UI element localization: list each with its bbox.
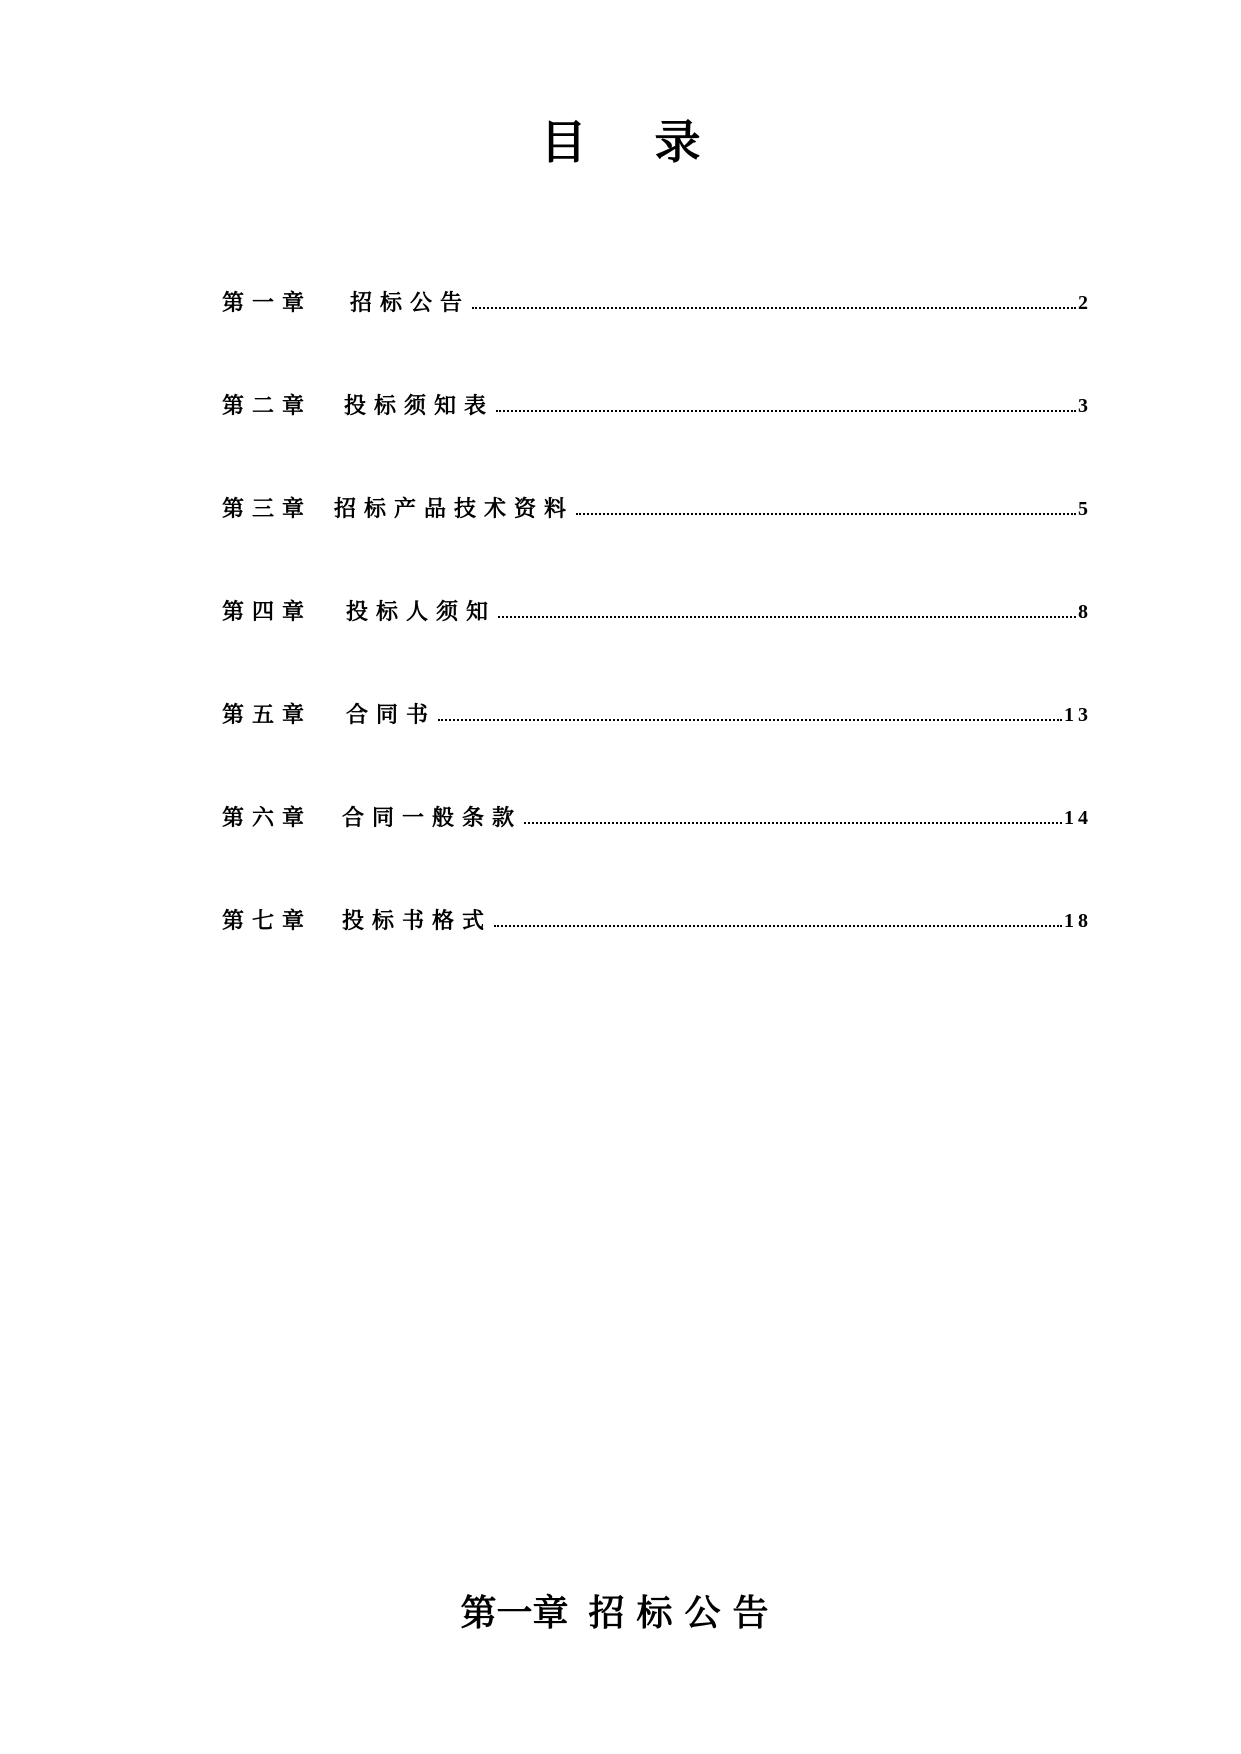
toc-entry-page: 3: [1078, 395, 1092, 417]
toc-entry-chapter: 第一章: [222, 290, 313, 316]
toc-entry-page: 2: [1078, 292, 1092, 314]
toc-dot-leader: [576, 512, 1076, 515]
chapter-heading-title: 招标公告: [588, 1592, 781, 1634]
toc-entry[interactable]: [222, 284, 1092, 318]
toc-dot-leader: [438, 718, 1062, 721]
toc-entry-page: 5: [1078, 498, 1092, 520]
toc-entry-title: 合同书: [346, 702, 437, 728]
toc-dot-leader: [496, 409, 1076, 412]
toc-entry-title: 投标人须知: [346, 599, 497, 625]
chapter-heading: [0, 1588, 1241, 1638]
toc-entry-chapter: 第五章: [222, 702, 313, 728]
chapter-heading-number: 第一章: [460, 1592, 569, 1634]
toc-entry-title: 投标书格式: [342, 908, 493, 934]
toc-entry[interactable]: [222, 593, 1092, 627]
toc-entry-page: 14: [1064, 807, 1092, 829]
toc-dot-leader: [494, 924, 1062, 927]
toc-entry-page: 13: [1064, 704, 1092, 726]
toc-entry-title: 合同一般条款: [342, 805, 523, 831]
toc-entry-page: 8: [1078, 601, 1092, 623]
toc-dot-leader: [498, 615, 1076, 618]
toc-entry[interactable]: [222, 696, 1092, 730]
toc-dot-leader: [472, 306, 1076, 309]
toc-entry-chapter: 第六章: [222, 805, 313, 831]
toc-entry-title: 招标公告: [350, 290, 471, 316]
toc-entry-page: 18: [1064, 910, 1092, 932]
toc-entry-title: 投标须知表: [344, 393, 495, 419]
toc-title: 目 录: [540, 115, 727, 169]
toc-entry[interactable]: [222, 799, 1092, 833]
toc-entry-chapter: 第三章: [222, 496, 313, 522]
toc-entry-chapter: 第四章: [222, 599, 313, 625]
toc-entry[interactable]: [222, 490, 1092, 524]
toc-entry[interactable]: [222, 902, 1092, 936]
toc-entry-chapter: 第七章: [222, 908, 313, 934]
toc-entry-title: 招标产品技术资料: [334, 496, 575, 522]
toc-dot-leader: [524, 821, 1062, 824]
toc-entry-chapter: 第二章: [222, 393, 313, 419]
toc-entry[interactable]: [222, 387, 1092, 421]
